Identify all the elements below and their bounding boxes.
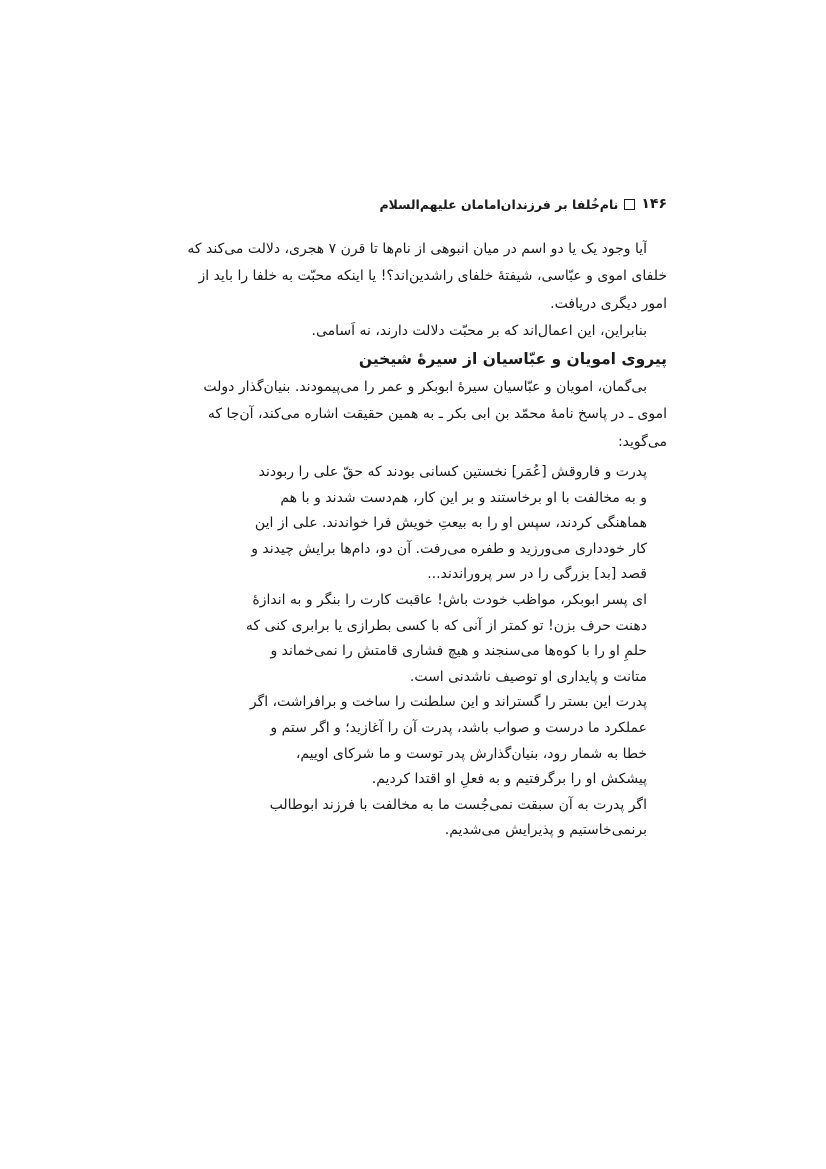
quote-paragraph-4 (226, 793, 647, 844)
paragraph-section-cont (160, 401, 667, 456)
paragraph-section (160, 374, 667, 401)
block-quote (226, 460, 647, 844)
quote-line: متانت و پایداری او توصیف ناشدنی است. (409, 668, 647, 685)
quote-line: دهنت حرف بزن! تو کمتر از آنی که با کسی بطرازی یا برابری کنی که (245, 617, 647, 634)
quote-line: کار خودداری می‌ورزید و طفره می‌رفت. آن دو، دام‌ها برایش چیدند و (251, 540, 647, 557)
quote-paragraph-3 (226, 690, 647, 792)
quote-line: خطا به شمار رود، بنیان‌گذارش پدر توست و ما شرکای اوییم، (295, 745, 647, 762)
text-line: بی‌گمان، امویان و عبّاسیان سیرهٔ ابوبکر و عمر را می‌پیمودند. بنیان‌گذار دولت (203, 379, 647, 396)
quote-line: پدرت این بستر را گستراند و این سلطنت را ساخت و برافراشت، اگر (249, 694, 647, 711)
quote-paragraph-1 (226, 460, 647, 588)
text-line: آیا وجود یک یا دو اسم در میان انبوهی از نام‌ها تا قرن ۷ هجری، دلالت می‌کند که (187, 241, 647, 257)
quote-line: هماهنگی کردند، سپس او را به بیعتِ خویش فرا خواندند. علی از این (254, 515, 647, 532)
section-heading: پیروی امویان و عبّاسیان از سیرهٔ شیخین (358, 350, 667, 369)
paragraph-conclusion (160, 318, 667, 345)
quote-line: حلمِ او را با کوه‌ها می‌سنجند و هیچ فشاری قامتش را نمی‌خماند و (270, 643, 647, 660)
quote-paragraph-2 (226, 588, 647, 690)
paragraph-intro (160, 236, 667, 263)
page-number: ۱۴۶ (641, 196, 667, 212)
quote-line: ای پسر ابوبکر، مواظب خودت باش! عاقبت کارت را بنگر و به اندازهٔ (252, 592, 647, 609)
quote-line: عملکرد ما درست و صواب باشد، پدرت آن را آغازید؛ و اگر ستم و (270, 720, 647, 737)
paragraph-intro-cont (160, 263, 667, 318)
running-header (160, 194, 667, 214)
text-line: امور دیگری دریافت. (550, 295, 667, 312)
text-line: می‌گوید: (617, 433, 667, 450)
page-body (160, 236, 667, 844)
quote-line: برنمی‌خاستیم و پذیرایش می‌شدیم. (444, 822, 647, 839)
quote-line: پدرت و فاروقش [عُمَر] نخستین کسانی بودند که حقّ علی را ربودند (258, 464, 647, 481)
quote-line: قصد [بد] بزرگی را در سر پروراندند... (427, 566, 647, 583)
quote-line: اگر پدرت به آن سبقت نمی‌جُست ما به مخالفت با فرزند ابوطالب (269, 796, 647, 813)
quote-line: پیشکش او را برگرفتیم و به فعلِ او اقتدا کردیم. (371, 771, 647, 788)
running-header-title: نام‌خُلفا بر فرزندان‌امامان علیهم‌السلام (379, 196, 619, 212)
text-line: خلفای اموی و عبّاسی، شیفتهٔ خلفای راشدین‌اند؟! یا اینکه محبّت به خلفا را باید از (198, 268, 667, 285)
square-bullet-icon (624, 199, 635, 210)
text-line: اموی ـ در پاسخ نامهٔ محمّد بن ابی بکر ـ به همین حقیقت اشاره می‌کند، آن‌جا که (207, 406, 667, 423)
text-line: بنابراین، این اعمال‌اند که بر محبّت دلالت دارند، نه اَسامی. (311, 322, 647, 339)
quote-line: و به مخالفت با او برخاستند و بر این کار، هم‌دست شدند و با هم (280, 489, 647, 506)
